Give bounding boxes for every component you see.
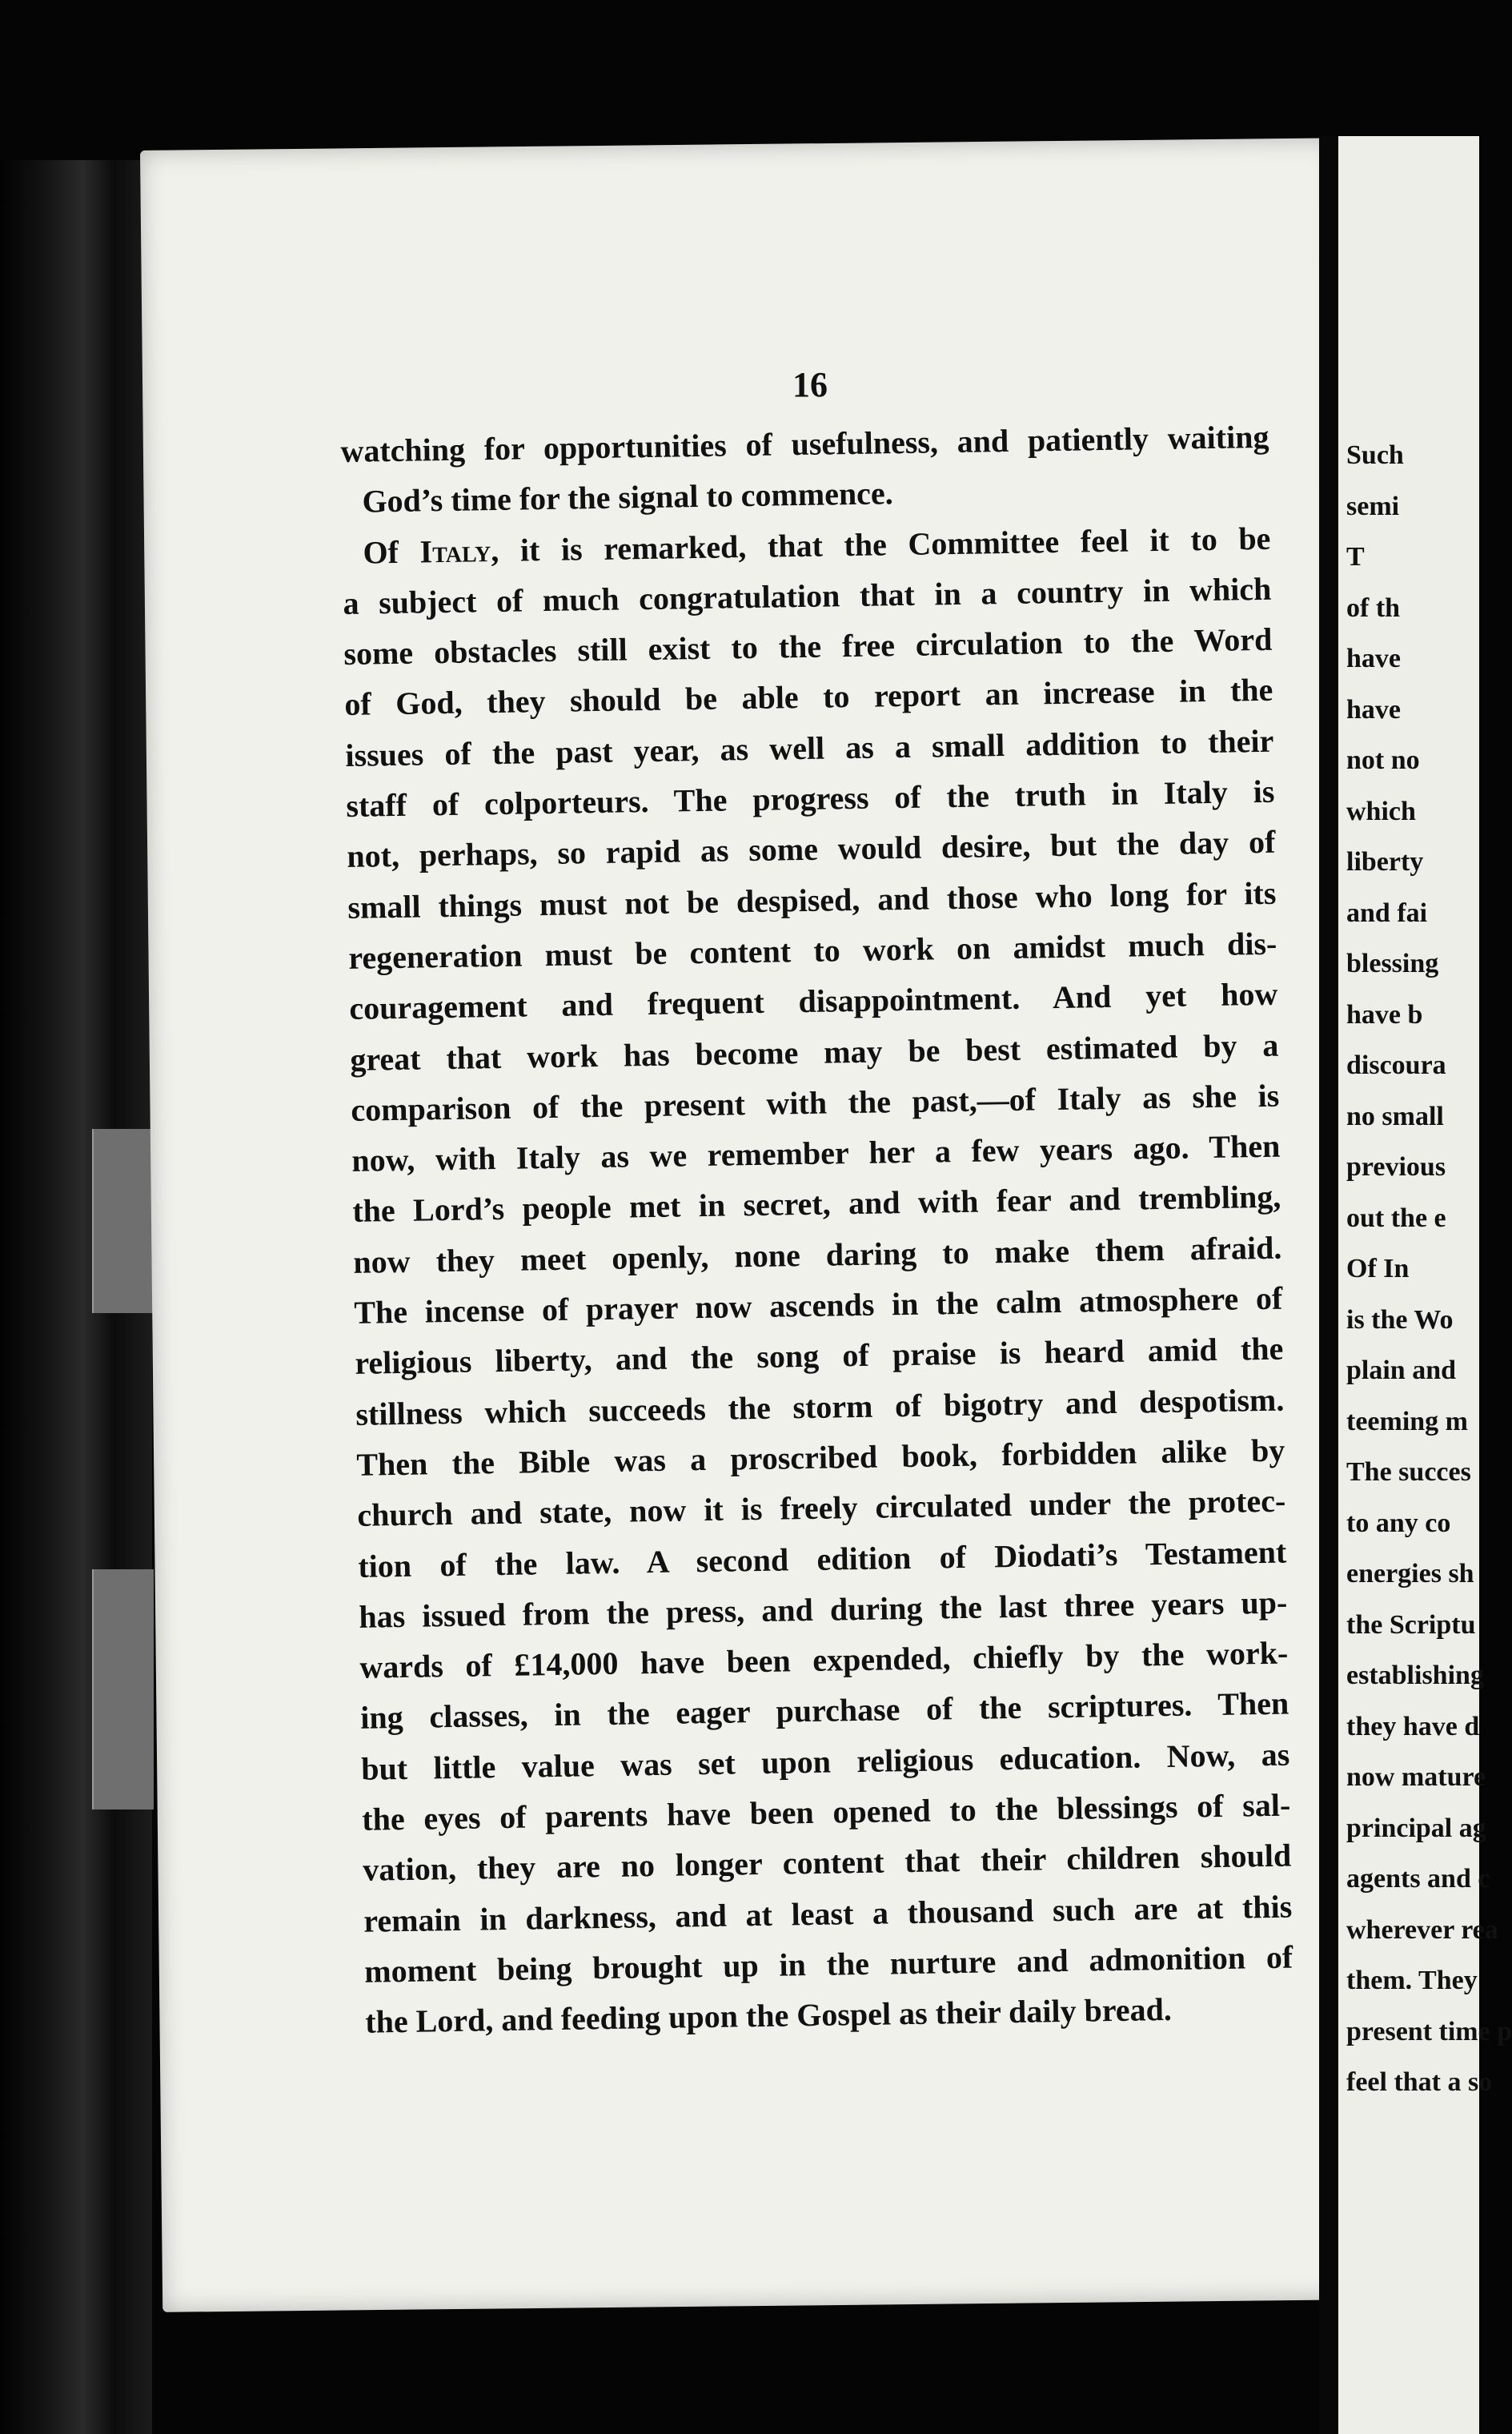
text-line: the Lord, and feeding upon the Gospel as their daily bread. xyxy=(364,1991,1173,2040)
right-page-line: present time p xyxy=(1346,2016,1512,2046)
right-page-line: agents and c xyxy=(1346,1864,1490,1894)
right-page-line: to any co xyxy=(1346,1508,1451,1538)
right-page-line: have xyxy=(1346,644,1401,673)
binding-tape xyxy=(92,1569,154,1809)
text-line: now they meet openly, none daring to make them afraid. xyxy=(353,1229,1282,1280)
text-line: but little value was set upon religious education. Now, as xyxy=(360,1736,1290,1787)
text-line: The incense of prayer now ascends in the calm atmosphere of xyxy=(354,1279,1283,1331)
right-page-line: The succes xyxy=(1346,1457,1471,1487)
right-page-line: no small xyxy=(1346,1101,1444,1131)
text-line: staff of colporteurs. The progress of the truth in Italy is xyxy=(346,773,1275,825)
small-caps-word: Italy xyxy=(419,532,491,570)
text-line: Of Italy, it is remarked, that the Committee feel it to be xyxy=(363,520,1271,571)
text-line: has issued from the press, and during the last three years up- xyxy=(359,1584,1288,1635)
right-page-line: out the e xyxy=(1346,1203,1446,1233)
right-page-line: they have d xyxy=(1346,1711,1480,1741)
text-line: the eyes of parents have been opened to the blessings of sal- xyxy=(361,1786,1291,1838)
text-line: church and state, now it is freely circulated under the protec- xyxy=(357,1482,1286,1534)
text-line: God’s time for the signal to commence. xyxy=(362,475,893,520)
text-line: watching for opportunities of usefulness, and patiently waiting xyxy=(340,418,1269,469)
right-page-line: teeming m xyxy=(1346,1406,1469,1436)
right-page-line: which xyxy=(1346,796,1416,826)
text-line: a subject of much congratulation that in a country in which xyxy=(343,570,1272,621)
right-page-line: them. They xyxy=(1346,1966,1478,1995)
right-page-line: plain and xyxy=(1346,1356,1457,1385)
right-page-line: principal ag xyxy=(1346,1813,1486,1843)
binding-tape xyxy=(92,1129,154,1313)
text-line: great that work has become may be best estimated by a xyxy=(350,1026,1279,1078)
right-page-line: now mature xyxy=(1346,1762,1486,1792)
right-page-line: not no xyxy=(1346,745,1420,775)
right-page-line: have xyxy=(1346,694,1401,725)
text-line: stillness which succeeds the storm of bigotry and despotism. xyxy=(355,1381,1285,1432)
text-line: small things must not be despised, and those who long for its xyxy=(347,874,1277,926)
text-line: regeneration must be content to work on amidst much dis- xyxy=(348,925,1277,976)
right-page-line: energies sh xyxy=(1346,1559,1474,1589)
text-line: remain in darkness, and at least a thousand such are at this xyxy=(363,1888,1293,1939)
right-page-line: feel that a so xyxy=(1346,2067,1493,2097)
text-line: Then the Bible was a proscribed book, forbidden alike by xyxy=(356,1432,1285,1483)
right-page-line: blessing xyxy=(1346,949,1439,978)
right-page-line: have b xyxy=(1346,999,1423,1030)
text-line: not, perhaps, so rapid as some would desire, but the day of xyxy=(347,824,1276,875)
right-page-line: Of In xyxy=(1346,1254,1410,1283)
right-page-line: and fai xyxy=(1346,898,1428,928)
text-line: now, with Italy as we remember her a few years ago. Then xyxy=(351,1127,1281,1179)
body-text xyxy=(340,412,1294,2047)
right-page-line: previous xyxy=(1346,1152,1446,1182)
right-page-line: establishing xyxy=(1346,1661,1484,1690)
text-line: wards of £14,000 have been expended, chiefly by the work- xyxy=(359,1634,1289,1685)
right-page-fragment xyxy=(1338,136,1512,2434)
text-line: vation, they are no longer content that their children should xyxy=(362,1837,1292,1889)
text-line: some obstacles still exist to the free circulation to the Word xyxy=(343,621,1273,673)
right-page-line: of th xyxy=(1346,592,1401,623)
right-page-line: T xyxy=(1346,542,1365,572)
right-page-line: semi xyxy=(1346,491,1400,521)
text-line: ing classes, in the eager purchase of the scriptures. Then xyxy=(359,1685,1289,1737)
text-line: comparison of the present with the past,—of Italy as she is xyxy=(351,1077,1280,1128)
page-number: 16 xyxy=(792,365,828,404)
right-page-line: wherever rea xyxy=(1346,1914,1498,1945)
right-page-line: discoura xyxy=(1346,1050,1446,1080)
text-line: issues of the past year, as well as a small addition to their xyxy=(345,722,1274,773)
text-line: religious liberty, and the song of praise is heard amid the xyxy=(355,1330,1284,1382)
text-line: moment being brought up in the nurture and admonition of xyxy=(363,1938,1293,1990)
right-page-line: the Scriptu xyxy=(1346,1609,1476,1640)
text-line: tion of the law. A second edition of Diodati’s Testament xyxy=(358,1533,1287,1585)
text-line: couragement and frequent disappointment. And yet how xyxy=(349,975,1278,1027)
right-page-line: liberty xyxy=(1346,847,1424,877)
right-page-line: is the Wo xyxy=(1346,1304,1454,1335)
text-line: the Lord’s people met in secret, and with fear and trembling, xyxy=(352,1179,1281,1230)
right-page-line: Such xyxy=(1346,440,1404,470)
text-line: of God, they should be able to report an increase in the xyxy=(344,672,1273,723)
